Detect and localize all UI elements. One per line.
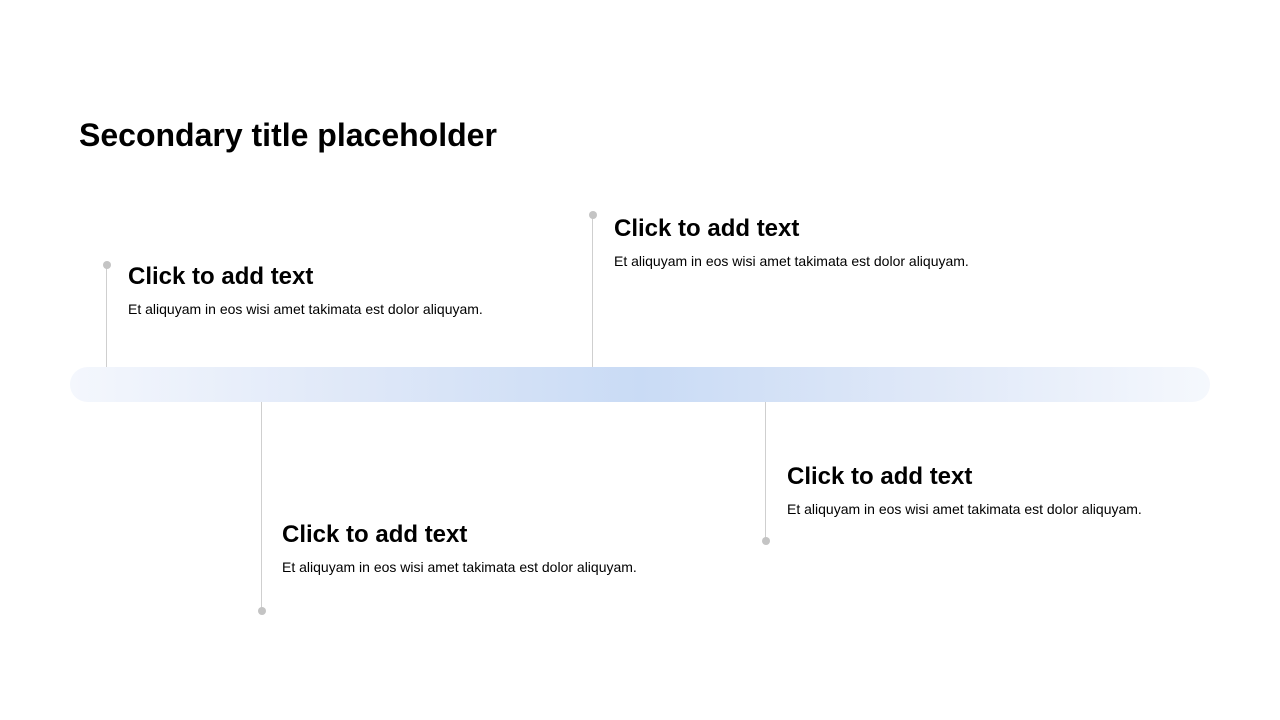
milestone-3-dot (258, 607, 266, 615)
milestone-4-description[interactable]: Et aliquyam in eos wisi amet takimata est dolor aliquyam. (787, 501, 1142, 517)
milestone-1-dot (103, 261, 111, 269)
milestone-3-description[interactable]: Et aliquyam in eos wisi amet takimata est dolor aliquyam. (282, 559, 637, 575)
milestone-3-connector (261, 402, 262, 610)
milestone-4-connector (765, 402, 766, 540)
milestone-4-dot (762, 537, 770, 545)
milestone-2-dot (589, 211, 597, 219)
milestone-1-description[interactable]: Et aliquyam in eos wisi amet takimata est dolor aliquyam. (128, 301, 483, 317)
milestone-1 (128, 262, 548, 318)
milestone-1-heading[interactable]: Click to add text (128, 263, 314, 290)
milestone-2-connector (592, 215, 593, 367)
milestone-2-heading[interactable]: Click to add text (614, 215, 800, 242)
milestone-4-heading[interactable]: Click to add text (787, 463, 973, 490)
milestone-4 (787, 462, 1207, 518)
timeline-bar (70, 367, 1210, 402)
slide-title[interactable]: Secondary title placeholder (79, 117, 497, 153)
milestone-3-heading[interactable]: Click to add text (282, 521, 468, 548)
milestone-2-description[interactable]: Et aliquyam in eos wisi amet takimata est dolor aliquyam. (614, 253, 969, 269)
milestone-1-connector (106, 265, 107, 367)
milestone-3 (282, 520, 702, 576)
milestone-2 (614, 214, 1034, 270)
